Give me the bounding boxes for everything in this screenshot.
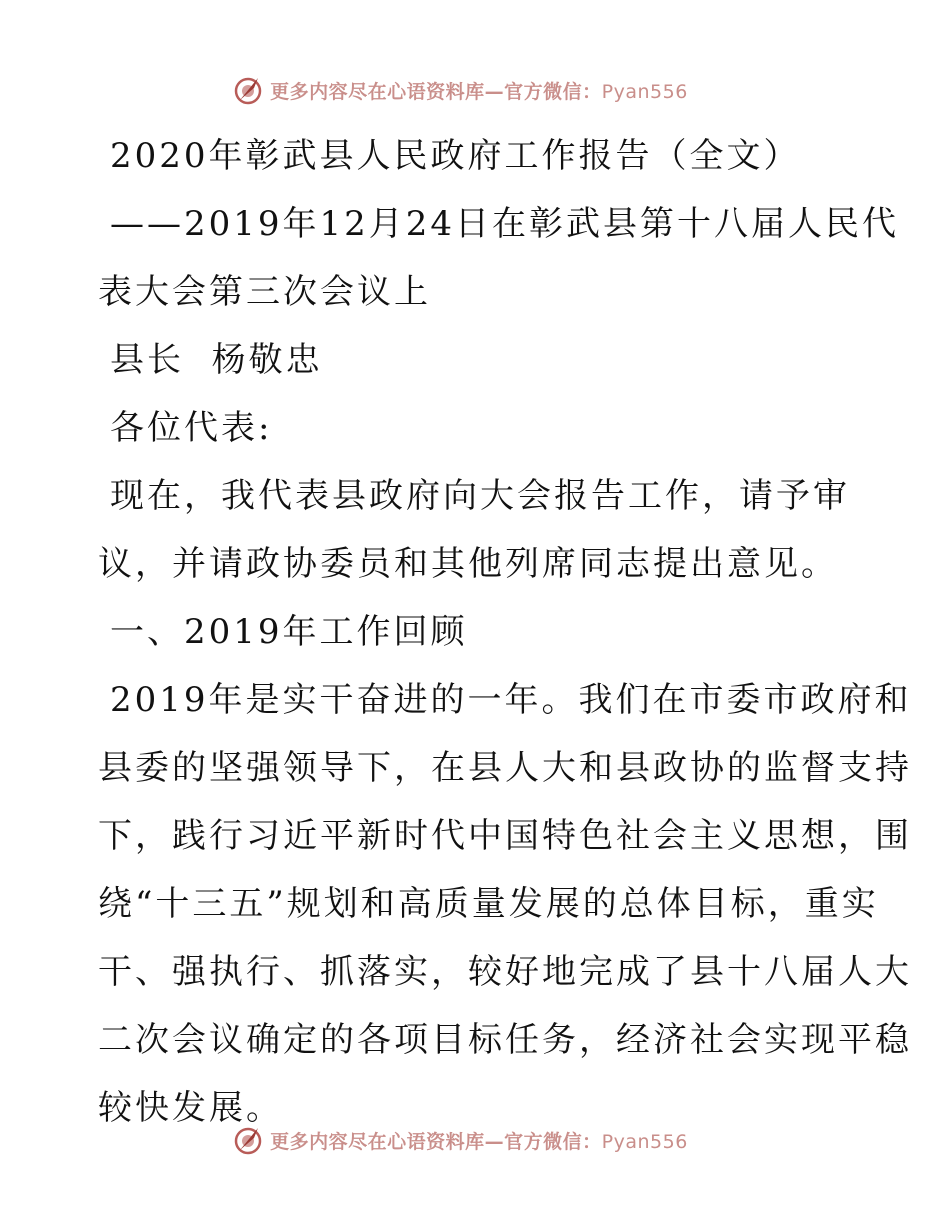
- intro-line-1: 现在，我代表县政府向大会报告工作，请予审: [110, 476, 850, 516]
- quill-logo-icon: [232, 74, 264, 106]
- header-watermark: [0, 70, 950, 110]
- intro-line-2: 议，并请政协委员和其他列席同志提出意见。: [98, 544, 838, 584]
- quill-logo-icon: [232, 1124, 264, 1156]
- paragraph-line: 较快发展。: [98, 1088, 283, 1128]
- greeting: 各位代表:: [110, 408, 273, 448]
- document-title: 2020年彰武县人民政府工作报告（全文）: [110, 136, 801, 176]
- paragraph-line: 二次会议确定的各项目标任务，经济社会实现平稳: [98, 1020, 912, 1060]
- section-heading: 一、2019年工作回顾: [110, 612, 468, 652]
- document-body: [98, 122, 912, 1142]
- speaker: 县长 杨敬忠: [110, 340, 323, 380]
- footer-watermark: [0, 1120, 950, 1160]
- paragraph-line: 下，践行习近平新时代中国特色社会主义思想，围: [98, 816, 912, 856]
- paragraph-line: 干、强执行、抓落实，较好地完成了县十八届人大: [98, 952, 912, 992]
- document-subtitle-line-2: 表大会第三次会议上: [98, 272, 431, 312]
- paragraph-line: 县委的坚强领导下，在县人大和县政协的监督支持: [98, 748, 912, 788]
- document-subtitle-line-1: ——2019年12月24日在彰武县第十八届人民代: [110, 204, 900, 244]
- watermark-text: 更多内容尽在心语资料库—官方微信：Pyan556: [270, 1130, 688, 1153]
- watermark-text: 更多内容尽在心语资料库—官方微信：Pyan556: [270, 80, 688, 103]
- paragraph-line: 2019年是实干奋进的一年。我们在市委市政府和: [110, 680, 912, 720]
- paragraph-line: 绕“十三五”规划和高质量发展的总体目标，重实: [98, 884, 879, 924]
